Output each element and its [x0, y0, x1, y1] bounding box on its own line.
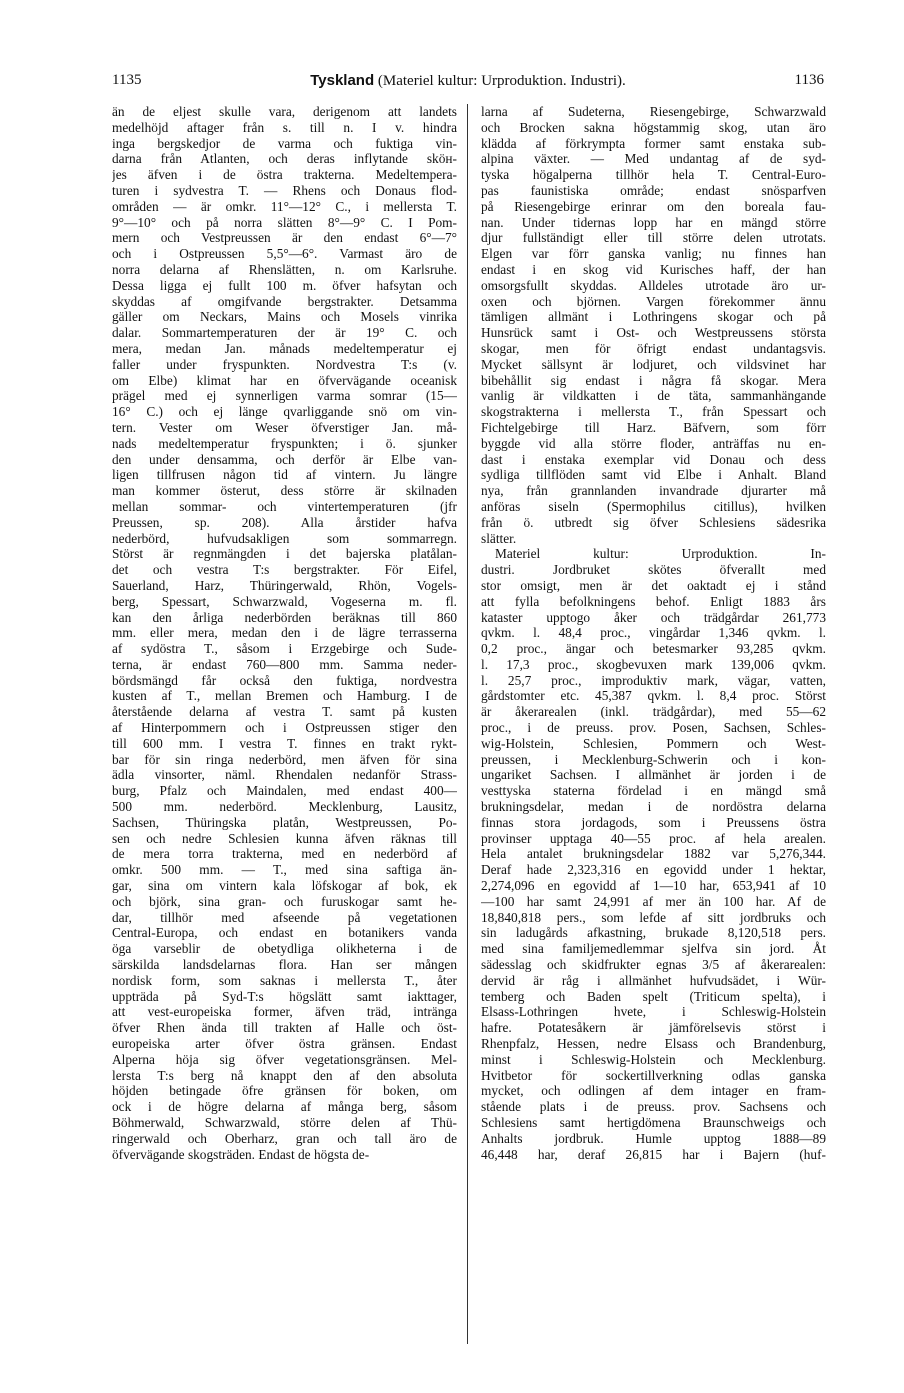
text-line: stående plats i de preuss. prov. Sachsens och	[481, 1099, 826, 1115]
text-line: 2,274,096 en egovidd af 1—10 har, 653,941 af 10	[481, 878, 826, 894]
text-line: 500 mm. nederbörd. Mecklenburg, Lausitz,	[112, 799, 457, 815]
text-line: qvkm. l. 48,4 proc., vingårdar 1,346 qvkm. l.	[481, 625, 826, 641]
text-line: sydliga tillflöden samt vid Elbe i Anhalt. Bland	[481, 467, 826, 483]
text-line: slätter.	[481, 530, 517, 546]
text-line: än de eljest skulle vara, derigenom att landets	[112, 104, 457, 119]
text-line: särskilda landsdelarnas flora. Han ser mången	[112, 957, 457, 973]
text-line: kan den årliga nederbörden beräknas till 860	[112, 609, 457, 625]
text-line: 9°—10° och på norra slätten 8°—9° C. I Pom-	[112, 214, 457, 230]
text-line: nads medeltemperatur fryspunkten; i ö. sjunker	[112, 435, 457, 451]
text-line: de mera torra trakterna, med en nederbörd af	[112, 846, 457, 862]
text-line: omkr. 500 mm. — T., med sina saftiga än-	[112, 862, 457, 878]
text-line: Hvitbetor för sockertillverkning odlas ganska	[481, 1067, 826, 1083]
text-line: öga varseblir de obetydliga olikheterna i de	[112, 941, 457, 957]
text-line: 0,2 proc., ängar och betesmarker 93,285 qvkm.	[481, 641, 826, 657]
text-line: skogar, men för öfrigt endast undantagsvis.	[481, 340, 826, 356]
text-line: norra delarna af Rhenslätten, n. om Karlsruhe.	[112, 261, 457, 277]
text-line: gårdstomter etc. 45,387 qvkm. l. 8,4 proc. Störst	[481, 688, 826, 704]
text-line: höjden betingade öfre gränsen för boken, om	[112, 1083, 457, 1099]
text-line: Mycket sällsynt är lodjuret, och vildsvinet har	[481, 356, 826, 372]
text-line: af sydöstra T., såsom i Erzgebirge och Sude-	[112, 641, 457, 657]
text-line: wig-Holstein, Schlesien, Pommern och West-	[481, 735, 826, 751]
text-line: kataster upptogo åker och trädgårdar 261,773	[481, 609, 826, 625]
text-line: l. 17,3 proc., skogbevuxen mark 139,006 qvkm.	[481, 656, 826, 672]
text-line: mellan sommar- och vintertemperaturen (jfr	[112, 498, 457, 514]
text-line: dar, tillhör med afseende på vegetationen	[112, 909, 457, 925]
text-line: och björk, sina gran- och furuskogar samt he-	[112, 893, 457, 909]
text-line: dustri. Jordbruket skötes öfverallt med	[481, 562, 826, 578]
text-line: provinser upptaga 40—55 proc. af hela arealen.	[481, 830, 826, 846]
text-line: skogstrakterna i mellersta T., från Spessart och	[481, 404, 826, 420]
text-line: inga bergskedjor de varma och fuktiga vin-	[112, 135, 457, 151]
text-line: Störst är regnmängden i det bajerska platålan-	[112, 546, 457, 562]
text-line: omsorgsfullt skyddas. Alldeles utrotade äro ur-	[481, 277, 826, 293]
text-line: på Riesengebirge erinrar om den boreala fau-	[481, 198, 826, 214]
text-line: bar för sin ringa nederbörd, men äfven för sina	[112, 751, 457, 767]
text-line: vanlig är vildkatten i de täta, sammanhängande	[481, 388, 826, 404]
text-line: man kommer österut, dess större är skilnaden	[112, 483, 457, 499]
text-line: till 600 mm. I vestra T. finnes en trakt rykt-	[112, 735, 457, 751]
text-line: Alperna höja sig öfver vegetationsgränsen. Mel-	[112, 1051, 457, 1067]
text-line: preussen, i Mecklenburg-Schwerin och i kon-	[481, 751, 826, 767]
text-line: skyddas af omgifvande bergstrakter. Detsamma	[112, 293, 457, 309]
text-line: endast i en skog vid Kurisches haff, der han	[481, 261, 826, 277]
text-line: Schlesiens samt hertigdömena Braunschweigs och	[481, 1115, 826, 1130]
text-line: Rhenpfalz, Hessen, nedre Elsass och Brandenburg,	[481, 1036, 826, 1052]
text-line: Hunsrück samt i Ost- och Westpreussens största	[481, 325, 826, 341]
text-line: finnas stora jordagods, som i Preussens östra	[481, 814, 826, 830]
text-line: och Brocken sakna högstammig skog, utan äro	[481, 119, 826, 135]
text-line: europeiska arter öfver östra gränsen. Endast	[112, 1036, 457, 1052]
text-line: 18,840,818 pers., som lefde af sitt jordbruks och	[481, 909, 826, 925]
text-line: terna, är endast 760—800 mm. Samma neder-	[112, 656, 457, 672]
text-line: 46,448 har, deraf 26,815 har i Bajern (huf-	[481, 1146, 826, 1162]
text-line: sen och nedre Schlesien kunna äfven räknas till	[112, 830, 457, 846]
text-line: kusten af T., mellan Bremen och Hamburg. I de	[112, 688, 457, 704]
text-line: gar, sina om vintern kala löfskogar af bok, ek	[112, 878, 457, 894]
text-line: burg, Pfalz och Maindalen, med endast 400—	[112, 783, 457, 799]
text-line: prägel med ej synnerligen varma somrar (15—	[112, 388, 457, 404]
running-title-keyword: Tyskland	[310, 72, 375, 89]
text-line: lersta T:s berg nå knappt den af den absoluta	[112, 1067, 457, 1083]
text-line: mycket, och odlingen af dem intager en fram-	[481, 1083, 826, 1099]
text-line: dervid är råg i allmänhet hufvudsädet, i Wür-	[481, 972, 826, 988]
text-line: mera, medan Jan. månads medeltemperatur ej	[112, 340, 457, 356]
text-line: bördsmängd får också den fuktiga, nordvestra	[112, 672, 457, 688]
text-line: uppträda på Syd-T:s högslätt samt iakttager,	[112, 988, 457, 1004]
text-line: Hela antalet brukningsdelar 1882 var 5,276,344.	[481, 846, 826, 862]
text-line: medelhöjd aftager från s. till n. I v. hindra	[112, 119, 457, 135]
text-line: nan. Under tidernas lopp har en mängd större	[481, 214, 826, 230]
text-line: ungariket Sachsen. I allmänhet är jorden i de	[481, 767, 826, 783]
text-line: faller under fryspunkten. Nordvestra T:s (v.	[112, 356, 457, 372]
text-line: Anhalts jordbruk. Humle upptog 1888—89	[481, 1130, 826, 1146]
text-line: dast i enstaka exemplar vid Donau och dess	[481, 451, 826, 467]
left-column	[112, 104, 457, 1162]
text-line: l. 25,7 proc., improduktiv mark, vägar, vatten,	[481, 672, 826, 688]
text-line: om Elbe) klimat har en öfvervägande oceanisk	[112, 372, 457, 388]
text-line: att fylla befolkningens behof. Enligt 1883 års	[481, 593, 826, 609]
text-line: turen i sydvestra T. — Rhens och Donaus flod-	[112, 182, 457, 198]
text-line: bibehållit sig endast i några få skogar. Mera	[481, 372, 826, 388]
text-line: proc., i de preuss. prov. Posen, Sachsen, Schles-	[481, 720, 826, 736]
text-line: sädesslag och skidfrukter egnas 3/5 af åkerarealen:	[481, 957, 826, 973]
text-line: Fichtelgebirge till Harz. Bäfvern, som förr	[481, 419, 826, 435]
running-title-subtitle: (Materiel kultur: Urproduktion. Industri).	[377, 73, 626, 89]
text-line: Sauerland, Harz, Thüringerwald, Rhön, Vogels-	[112, 577, 457, 593]
text-line: mern och Vestpreussen är den endast 6°—7°	[112, 230, 457, 246]
text-line: anföras siseln (Spermophilus citillus), hvilken	[481, 498, 826, 514]
text-line: vesttyska staterna fördelad i en mängd små	[481, 783, 826, 799]
text-line: Deraf hade 2,323,316 en egovidd under 1 hektar,	[481, 862, 826, 878]
text-line: Sachsen, Thüringska platån, Westpreussen, Po-	[112, 814, 457, 830]
text-line: från ö. utbredt sig öfver Schlesiens sädesrika	[481, 514, 826, 530]
text-line: ädla vinsorter, näml. Rhendalen nedanför Strass-	[112, 767, 457, 783]
right-column	[481, 104, 826, 1162]
text-line: berg, Spessart, Schwarzwald, Vogeserna m. fl.	[112, 593, 457, 609]
text-line: —100 har samt 24,991 af mer än 100 har. Af de	[481, 893, 826, 909]
text-line: djur fullständigt eller till större delen utrotats.	[481, 230, 826, 246]
text-line: det och vestra T:s bergstrakter. För Eifel,	[112, 562, 457, 578]
text-line: nederbörd, hufvudsakligen som sommarregn.	[112, 530, 457, 546]
text-line: jes äfven i de östra trakterna. Medeltempera-	[112, 167, 457, 183]
text-line: sin ladugårds afkastning, brukade 8,120,518 pers.	[481, 925, 826, 941]
text-line: brukningsdelar, medan i de nordöstra delarna	[481, 799, 826, 815]
text-line: områden — är omkr. 11°—12° C., i mellersta T.	[112, 198, 457, 214]
text-line: darna från Atlanten, och deras inflytande sköн-	[112, 151, 457, 167]
text-line: Elgen var förr ganska vanlig; nu finnes han	[481, 246, 826, 262]
page-header	[112, 72, 824, 94]
text-line: Böhmerwald, Schwarzwald, större delen af Thü-	[112, 1115, 457, 1130]
text-line: är åkerarealen (inkl. trädgårdar), med 55—62	[481, 704, 826, 720]
text-line: pas faunistiska område; endast snösparfven	[481, 182, 826, 198]
text-line: larna af Sudeterna, Riesengebirge, Schwarzwald	[481, 104, 826, 119]
text-line: Materiel kultur: Urproduktion. In-	[495, 546, 826, 562]
text-line: tämligen allmänt i Lothringens skogar och på	[481, 309, 826, 325]
text-line: att vest-europeiska former, äfven träd, intränga	[112, 1004, 457, 1020]
text-line: oxen och björnen. Vargen förekommer ännu	[481, 293, 826, 309]
text-line: 16° C.) och ej länge qvarliggande snö om vin-	[112, 404, 457, 420]
text-line: återstående delarna af vestra T. samt på kusten	[112, 704, 457, 720]
column-divider	[467, 104, 468, 1344]
text-line: tyska högalperna tillhör hela T. Central-Euro-	[481, 167, 826, 183]
text-line: nya, från grannlanden invandrade djurarter må	[481, 483, 826, 499]
text-line: stor omsigt, men är det oaktadt ej i stånd	[481, 577, 826, 593]
text-line: af Hinterpommern och i Ostpreussen stiger den	[112, 720, 457, 736]
text-line: öfvervägande skogsträden. Endast de högsta de-	[112, 1146, 370, 1162]
text-line: ock i de högre delarna af många berg, såsom	[112, 1099, 457, 1115]
text-line: mm. eller mera, medan den i de lägre terrasserna	[112, 625, 457, 641]
text-line: gäller om Neckars, Mains och Mosels vinrika	[112, 309, 457, 325]
text-line: ligen tillfrusen någon tid af vintern. Ju längre	[112, 467, 457, 483]
text-line: nordisk form, som saknas i mellersta T., åter	[112, 972, 457, 988]
text-line: Preussen, sp. 208). Alla årstider hafva	[112, 514, 457, 530]
text-line: dalar. Sommartemperaturen der är 19° C. och	[112, 325, 457, 341]
page-number-right: 1136	[794, 72, 824, 88]
page-number-left: 1135	[112, 72, 142, 88]
text-line: och i Ostpreussen 5,5°—6°. Varmast äro de	[112, 246, 457, 262]
text-line: hafre. Potatesåkern är jämförelsevis störst i	[481, 1020, 826, 1036]
text-line: Elsass-Lothringen hvete, i Schleswig-Holstein	[481, 1004, 826, 1020]
text-line: alpina växter. — Med undantag af de syd-	[481, 151, 826, 167]
text-line: byggde vid alla större floder, anträffas nu en-	[481, 435, 826, 451]
text-line: klädda af förkrympta former samt enstaka sub-	[481, 135, 826, 151]
text-line: den under densamma, och derför är Elbe van-	[112, 451, 457, 467]
text-line: minst i Schleswig-Holstein och Mecklenburg.	[481, 1051, 826, 1067]
text-line: tern. Vester om Weser öfverstiger Jan. må-	[112, 419, 457, 435]
running-title	[112, 72, 824, 90]
text-line: ringerwald och Oberharz, gran och tall äro de	[112, 1130, 457, 1146]
text-line: med sina familjemedlemmar sjelfva sin jord. Åt	[481, 941, 826, 957]
text-line: Central-Europa, och endast en botanikers vanda	[112, 925, 457, 941]
text-line: temberg och Baden spelt (Triticum spelta), i	[481, 988, 826, 1004]
text-line: öfver Rhen ända till trakten af Halle och öst-	[112, 1020, 457, 1036]
text-line: Dessa ligga ej fullt 100 m. öfver hafsytan och	[112, 277, 457, 293]
